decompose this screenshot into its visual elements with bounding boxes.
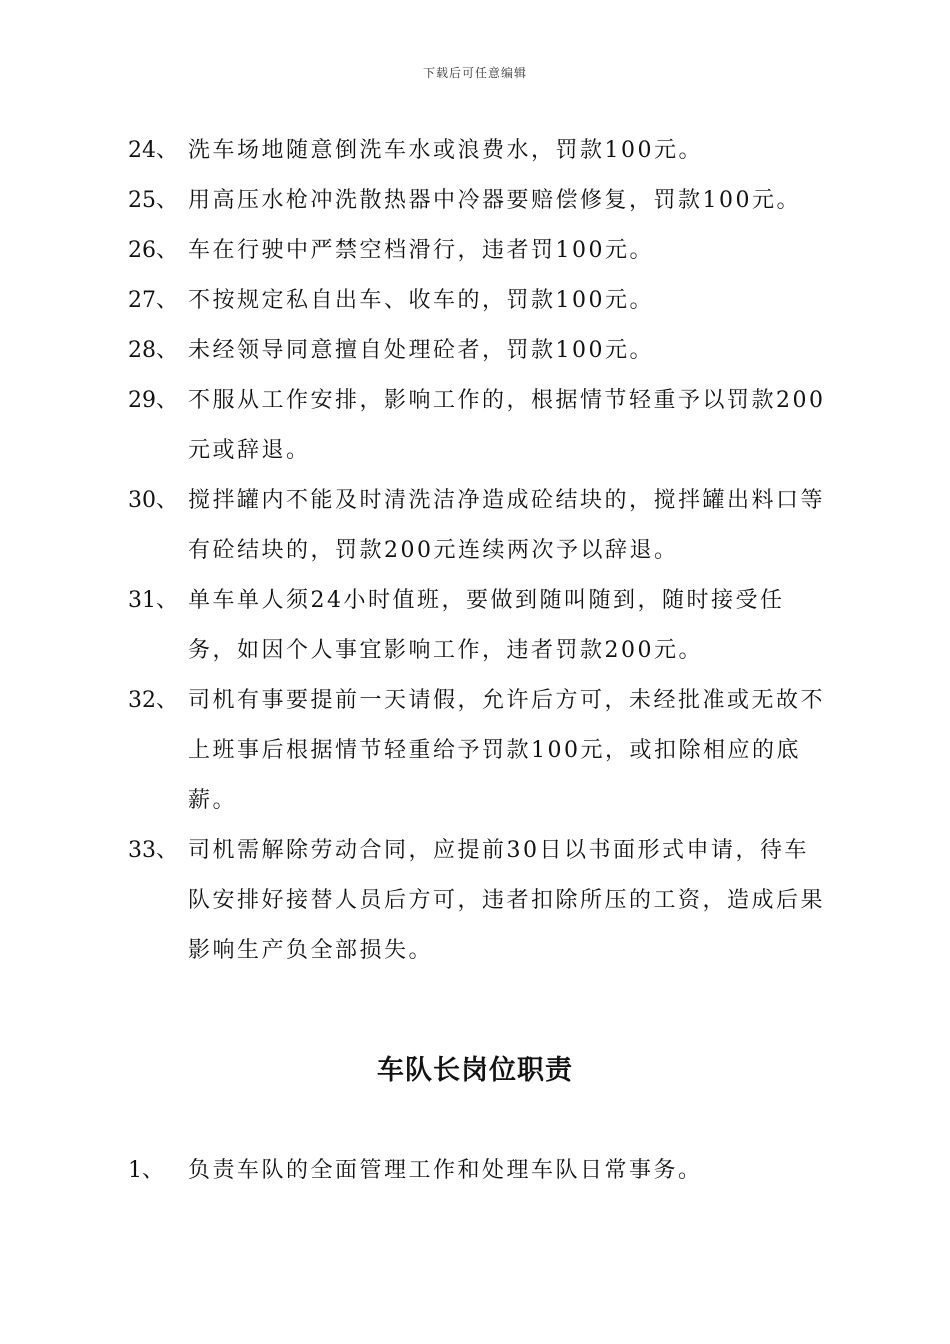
rule-number: 32、 [128,688,178,713]
rule-text: 车在行驶中严禁空档滑行，违者罚100元。 [188,238,654,263]
rule-item [128,676,828,826]
rule-number: 33、 [128,838,178,863]
rule-text: 司机需解除劳动合同，应提前30日以书面形式申请，待车队安排好接替人员后方可，违者扣除所压的工资，造成后果影响生产负全部损失。 [188,838,826,963]
duties-list [128,1146,828,1196]
rule-item [128,826,828,976]
rule-text: 未经领导同意擅自处理砼者，罚款100元。 [188,338,654,363]
rule-text: 搅拌罐内不能及时清洗洁净造成砼结块的，搅拌罐出料口等有砼结块的，罚款200元连续两次予以辞退。 [188,488,826,563]
rule-number: 27、 [128,288,178,313]
rule-text: 洗车场地随意倒洗车水或浪费水，罚款100元。 [188,138,703,163]
duty-number: 1、 [128,1158,164,1183]
header-note: 下载后可任意编辑 [422,66,527,80]
rule-number: 30、 [128,488,178,513]
section-title: 车队长岗位职责 [377,1055,573,1086]
rule-number: 26、 [128,238,178,263]
duty-text: 负责车队的全面管理工作和处理车队日常事务。 [188,1158,703,1183]
rule-number: 25、 [128,188,178,213]
rule-item [128,576,828,676]
rule-number: 29、 [128,388,178,413]
rule-number: 24、 [128,138,178,163]
rules-list [128,126,828,976]
rule-item [128,276,828,326]
rule-text: 用高压水枪冲洗散热器中冷器要赔偿修复，罚款100元。 [188,188,801,213]
rule-item [128,476,828,576]
rule-item [128,126,828,176]
rule-text: 司机有事要提前一天请假，允许后方可，未经批准或无故不上班事后根据情节轻重给予罚款100元，或扣除相应的底薪。 [188,688,826,813]
rule-text: 单车单人须24小时值班，要做到随叫随到，随时接受任务，如因个人事宜影响工作，违者罚款200元。 [188,588,785,663]
rule-number: 28、 [128,338,178,363]
rule-text: 不按规定私自出车、收车的，罚款100元。 [188,288,654,313]
rule-item [128,326,828,376]
duty-item [128,1146,828,1196]
rule-item [128,376,828,476]
rule-item [128,226,828,276]
rule-text: 不服从工作安排，影响工作的，根据情节轻重予以罚款200元或辞退。 [188,388,826,463]
rule-number: 31、 [128,588,178,613]
rule-item [128,176,828,226]
